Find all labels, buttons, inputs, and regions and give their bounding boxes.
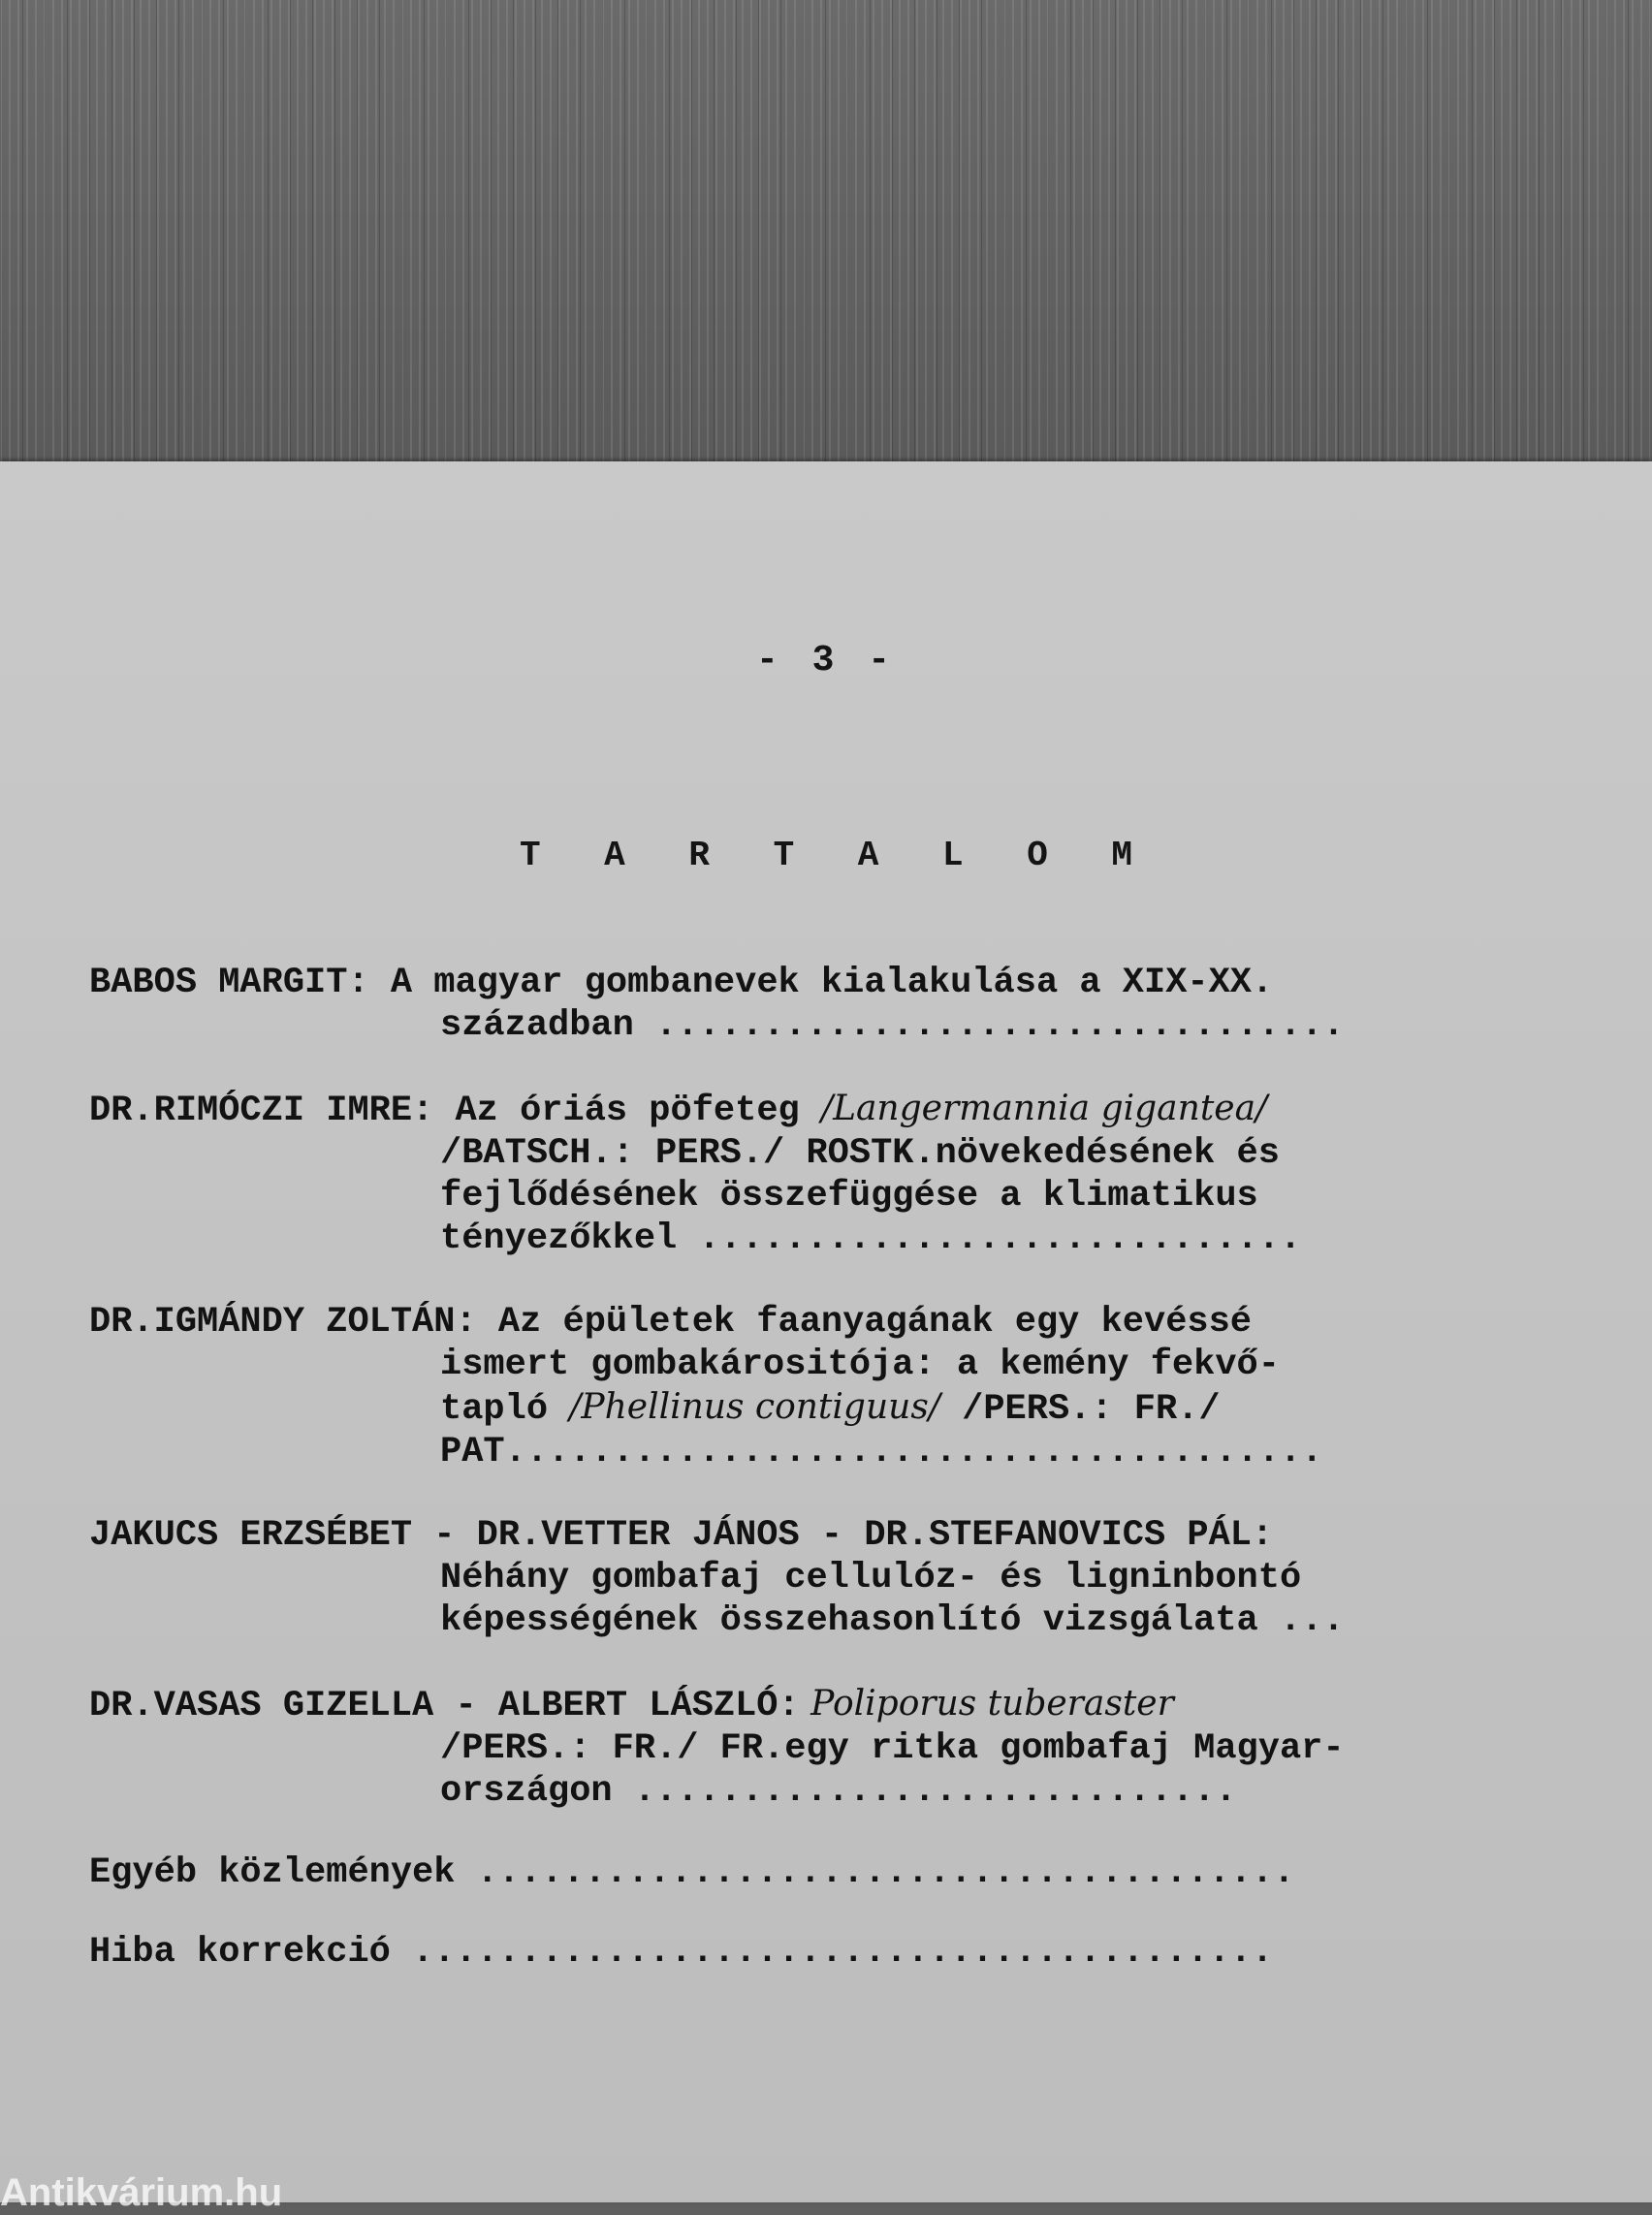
toc-title-line: PAT......................................: [440, 1432, 1323, 1472]
watermark: Antikvárium.hu: [0, 2171, 283, 2214]
toc-title-part: /PERS.: FR./: [939, 1389, 1221, 1430]
toc-title-line: /BATSCH.: PERS./ ROSTK.növekedésének és: [440, 1133, 1280, 1174]
toc-title-line: tényezőkkel ............................: [440, 1218, 1302, 1259]
toc-species-name: Poliporus tuberaster: [799, 1684, 1174, 1724]
toc-title-line: században ................................: [440, 1005, 1345, 1046]
toc-leader-dots: ......................................: [455, 1852, 1295, 1893]
toc-species-name: /Phellinus contiguus/: [569, 1387, 940, 1427]
contents-heading: T A R T A L O M: [519, 836, 1155, 875]
toc-title: Hiba korrekció: [89, 1932, 391, 1973]
toc-entry-vasas[interactable]: [89, 1683, 1505, 1813]
toc-title-line: /PERS.: FR./ FR.egy ritka gombafaj Magyar-: [440, 1728, 1345, 1769]
toc-title: A magyar gombanevek kialakulása a XIX-XX.: [368, 963, 1274, 1003]
toc-title: Az óriás pöfeteg: [433, 1091, 821, 1131]
toc-entry-errata[interactable]: [89, 1931, 1505, 1974]
toc-title-line: Néhány gombafaj cellulóz- és ligninbontó: [440, 1558, 1302, 1598]
toc-entry-rimoczi[interactable]: [89, 1088, 1505, 1260]
toc-author: DR.VASAS GIZELLA - ALBERT LÁSZLÓ:: [89, 1686, 800, 1726]
toc-entry-jakucs[interactable]: [89, 1514, 1505, 1642]
toc-leader-dots: ........................................: [390, 1932, 1274, 1973]
toc-author: BABOS MARGIT:: [89, 963, 369, 1003]
toc-title-line: fejlődésének összefüggése a klimatikus: [440, 1176, 1258, 1217]
toc-author: JAKUCS ERZSÉBET - DR.VETTER JÁNOS - DR.STEFANOVICS PÁL:: [89, 1515, 1274, 1556]
toc-author: DR.RIMÓCZI IMRE:: [89, 1091, 434, 1131]
toc-title: Egyéb közlemények: [89, 1852, 456, 1893]
table-of-contents: [89, 962, 1505, 1974]
toc-entry-babos[interactable]: [89, 962, 1505, 1047]
toc-species-name: /Langermannia gigantea/: [820, 1089, 1268, 1128]
toc-entry-other-notes[interactable]: [89, 1851, 1505, 1894]
toc-title: Az épületek faanyagának egy kevéssé: [476, 1302, 1253, 1343]
toc-title-line: ismert gombakárositója: a kemény fekvő-: [440, 1345, 1280, 1385]
toc-title-line: képességének összehasonlító vizsgálata ...: [440, 1600, 1345, 1641]
toc-entry-igmandy[interactable]: [89, 1301, 1505, 1473]
toc-title-part: tapló: [440, 1389, 570, 1430]
background-surface: [0, 0, 1652, 465]
page-number: - 3 -: [755, 640, 897, 681]
toc-author: DR.IGMÁNDY ZOLTÁN:: [89, 1302, 477, 1343]
toc-title-line: országon ............................: [440, 1771, 1237, 1812]
